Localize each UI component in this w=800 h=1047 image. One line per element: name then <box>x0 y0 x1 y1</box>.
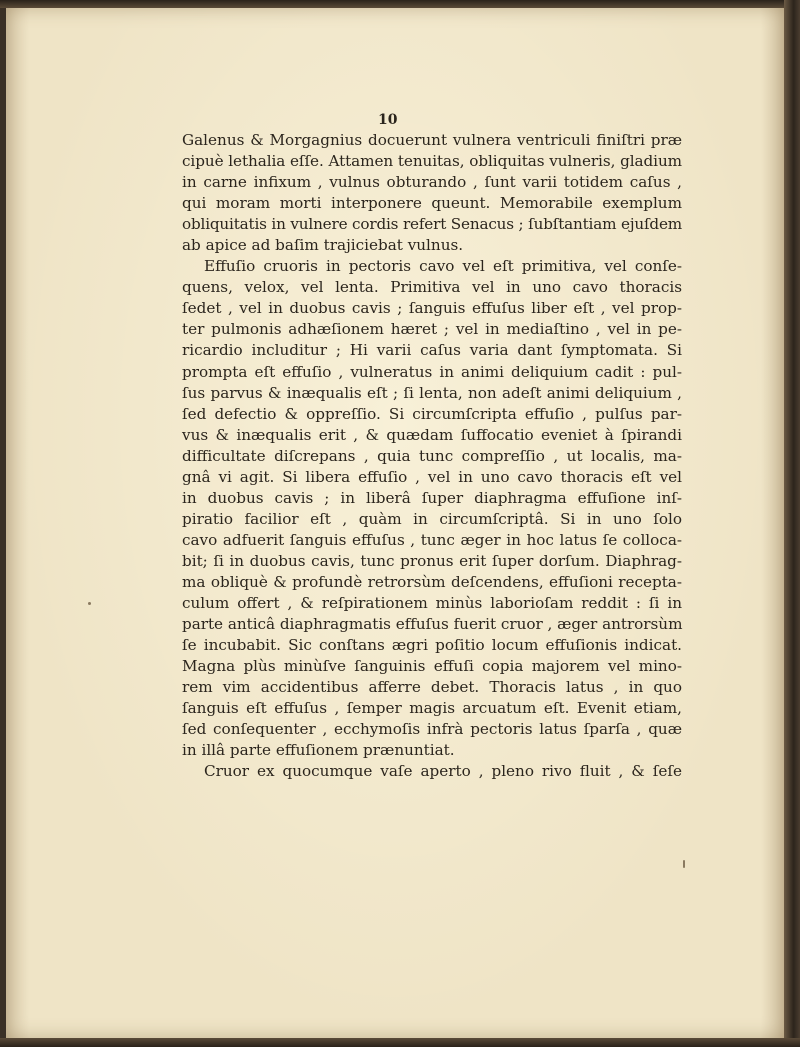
text-line: ſedet , vel in duobus cavis ; ſanguis effuſus liber eſt , vel prop- <box>182 299 682 318</box>
text-line: parte anticâ diaphragmatis effuſus fuerit cruor , æger antrorsùm <box>182 615 683 634</box>
body-text <box>182 130 682 782</box>
text-line: ab apice ad baſim trajiciebat vulnus. <box>182 236 464 255</box>
ink-speck <box>683 860 685 868</box>
text-line: Cruor ex quocumque vaſe aperto , pleno rivo fluit , & ſeſe <box>204 762 682 781</box>
text-line: obliquitatis in vulnere cordis refert Senacus ; ſubſtantiam ejuſdem <box>182 215 682 234</box>
text-line: quens, velox, vel lenta. Primitiva vel in uno cavo thoracis <box>182 278 682 297</box>
text-line: ricardio includitur ; Hi varii caſus varia dant ſymptomata. Si <box>182 341 682 360</box>
text-line: ſed conſequenter , ecchymoſis infrà pectoris latus ſparſa , quæ <box>182 720 682 739</box>
text-line: ſed defectio & oppreſſio. Si circumſcripta effuſio , pulſus par- <box>182 404 682 423</box>
page-edge-right <box>784 0 800 1047</box>
text-line: gnâ vi agit. Si libera effuſio , vel in uno cavo thoracis eſt vel <box>182 467 682 486</box>
text-line: in illâ parte effuſionem prænuntiat. <box>182 741 455 760</box>
text-line: in carne infixum , vulnus obturando , ſunt varii totidem caſus , <box>182 173 682 192</box>
text-line: prompta eſt effuſio , vulneratus in animi deliquium cadit : pul- <box>182 362 682 381</box>
text-line: Effuſio cruoris in pectoris cavo vel eſt primitiva, vel conſe- <box>204 257 682 276</box>
text-line: cavo adfuerit ſanguis effuſus , tunc æger in hoc latus ſe colloca- <box>182 530 682 549</box>
text-line: piratio facilior eſt , quàm in circumſcriptâ. Si in uno ſolo <box>182 509 682 528</box>
page-number: 10 <box>378 112 398 128</box>
page-edge-bottom <box>0 1038 800 1047</box>
ink-speck <box>88 602 91 605</box>
text-line: ſanguis eſt effuſus , ſemper magis arcuatum eſt. Evenit etiam, <box>182 699 682 718</box>
text-line: vus & inæqualis erit , & quædam ſuffocatio eveniet à ſpirandi <box>182 425 682 444</box>
text-line: cipuè lethalia eſſe. Attamen tenuitas, obliquitas vulneris, gladium <box>182 152 682 171</box>
text-line: ter pulmonis adhæſionem hæret ; vel in mediaſtino , vel in pe- <box>182 320 682 339</box>
text-line: culum offert , & reſpirationem minùs laborioſam reddit : ſi in <box>182 594 682 613</box>
text-line: in duobus cavis ; in liberâ ſuper diaphragma effuſione inſ- <box>182 488 682 507</box>
text-line: rem vim accidentibus afferre debet. Thoracis latus , in quo <box>182 678 682 697</box>
text-line: ſus parvus & inæqualis eſt ; ſi lenta, non adeſt animi deliquium , <box>182 383 682 402</box>
text-line: ſe incubabit. Sic conſtans ægri poſitio locum effuſionis indicat. <box>182 636 682 655</box>
page-edge-top <box>0 0 800 8</box>
text-line: bit; ſi in duobus cavis, tunc pronus erit ſuper dorſum. Diaphrag- <box>182 551 682 570</box>
text-line: ma obliquè & profundè retrorsùm deſcendens, effuſioni recepta- <box>182 572 682 591</box>
text-line: Galenus & Morgagnius docuerunt vulnera ventriculi finiſtri præ <box>182 131 682 149</box>
text-line: difficultate diſcrepans , quia tunc compreſſio , ut localis, ma- <box>182 446 682 465</box>
text-line: qui moram morti interponere queunt. Memorabile exemplum <box>182 194 682 213</box>
text-line: Magna plùs minùſve ſanguinis effuſi copia majorem vel mino- <box>182 657 682 676</box>
